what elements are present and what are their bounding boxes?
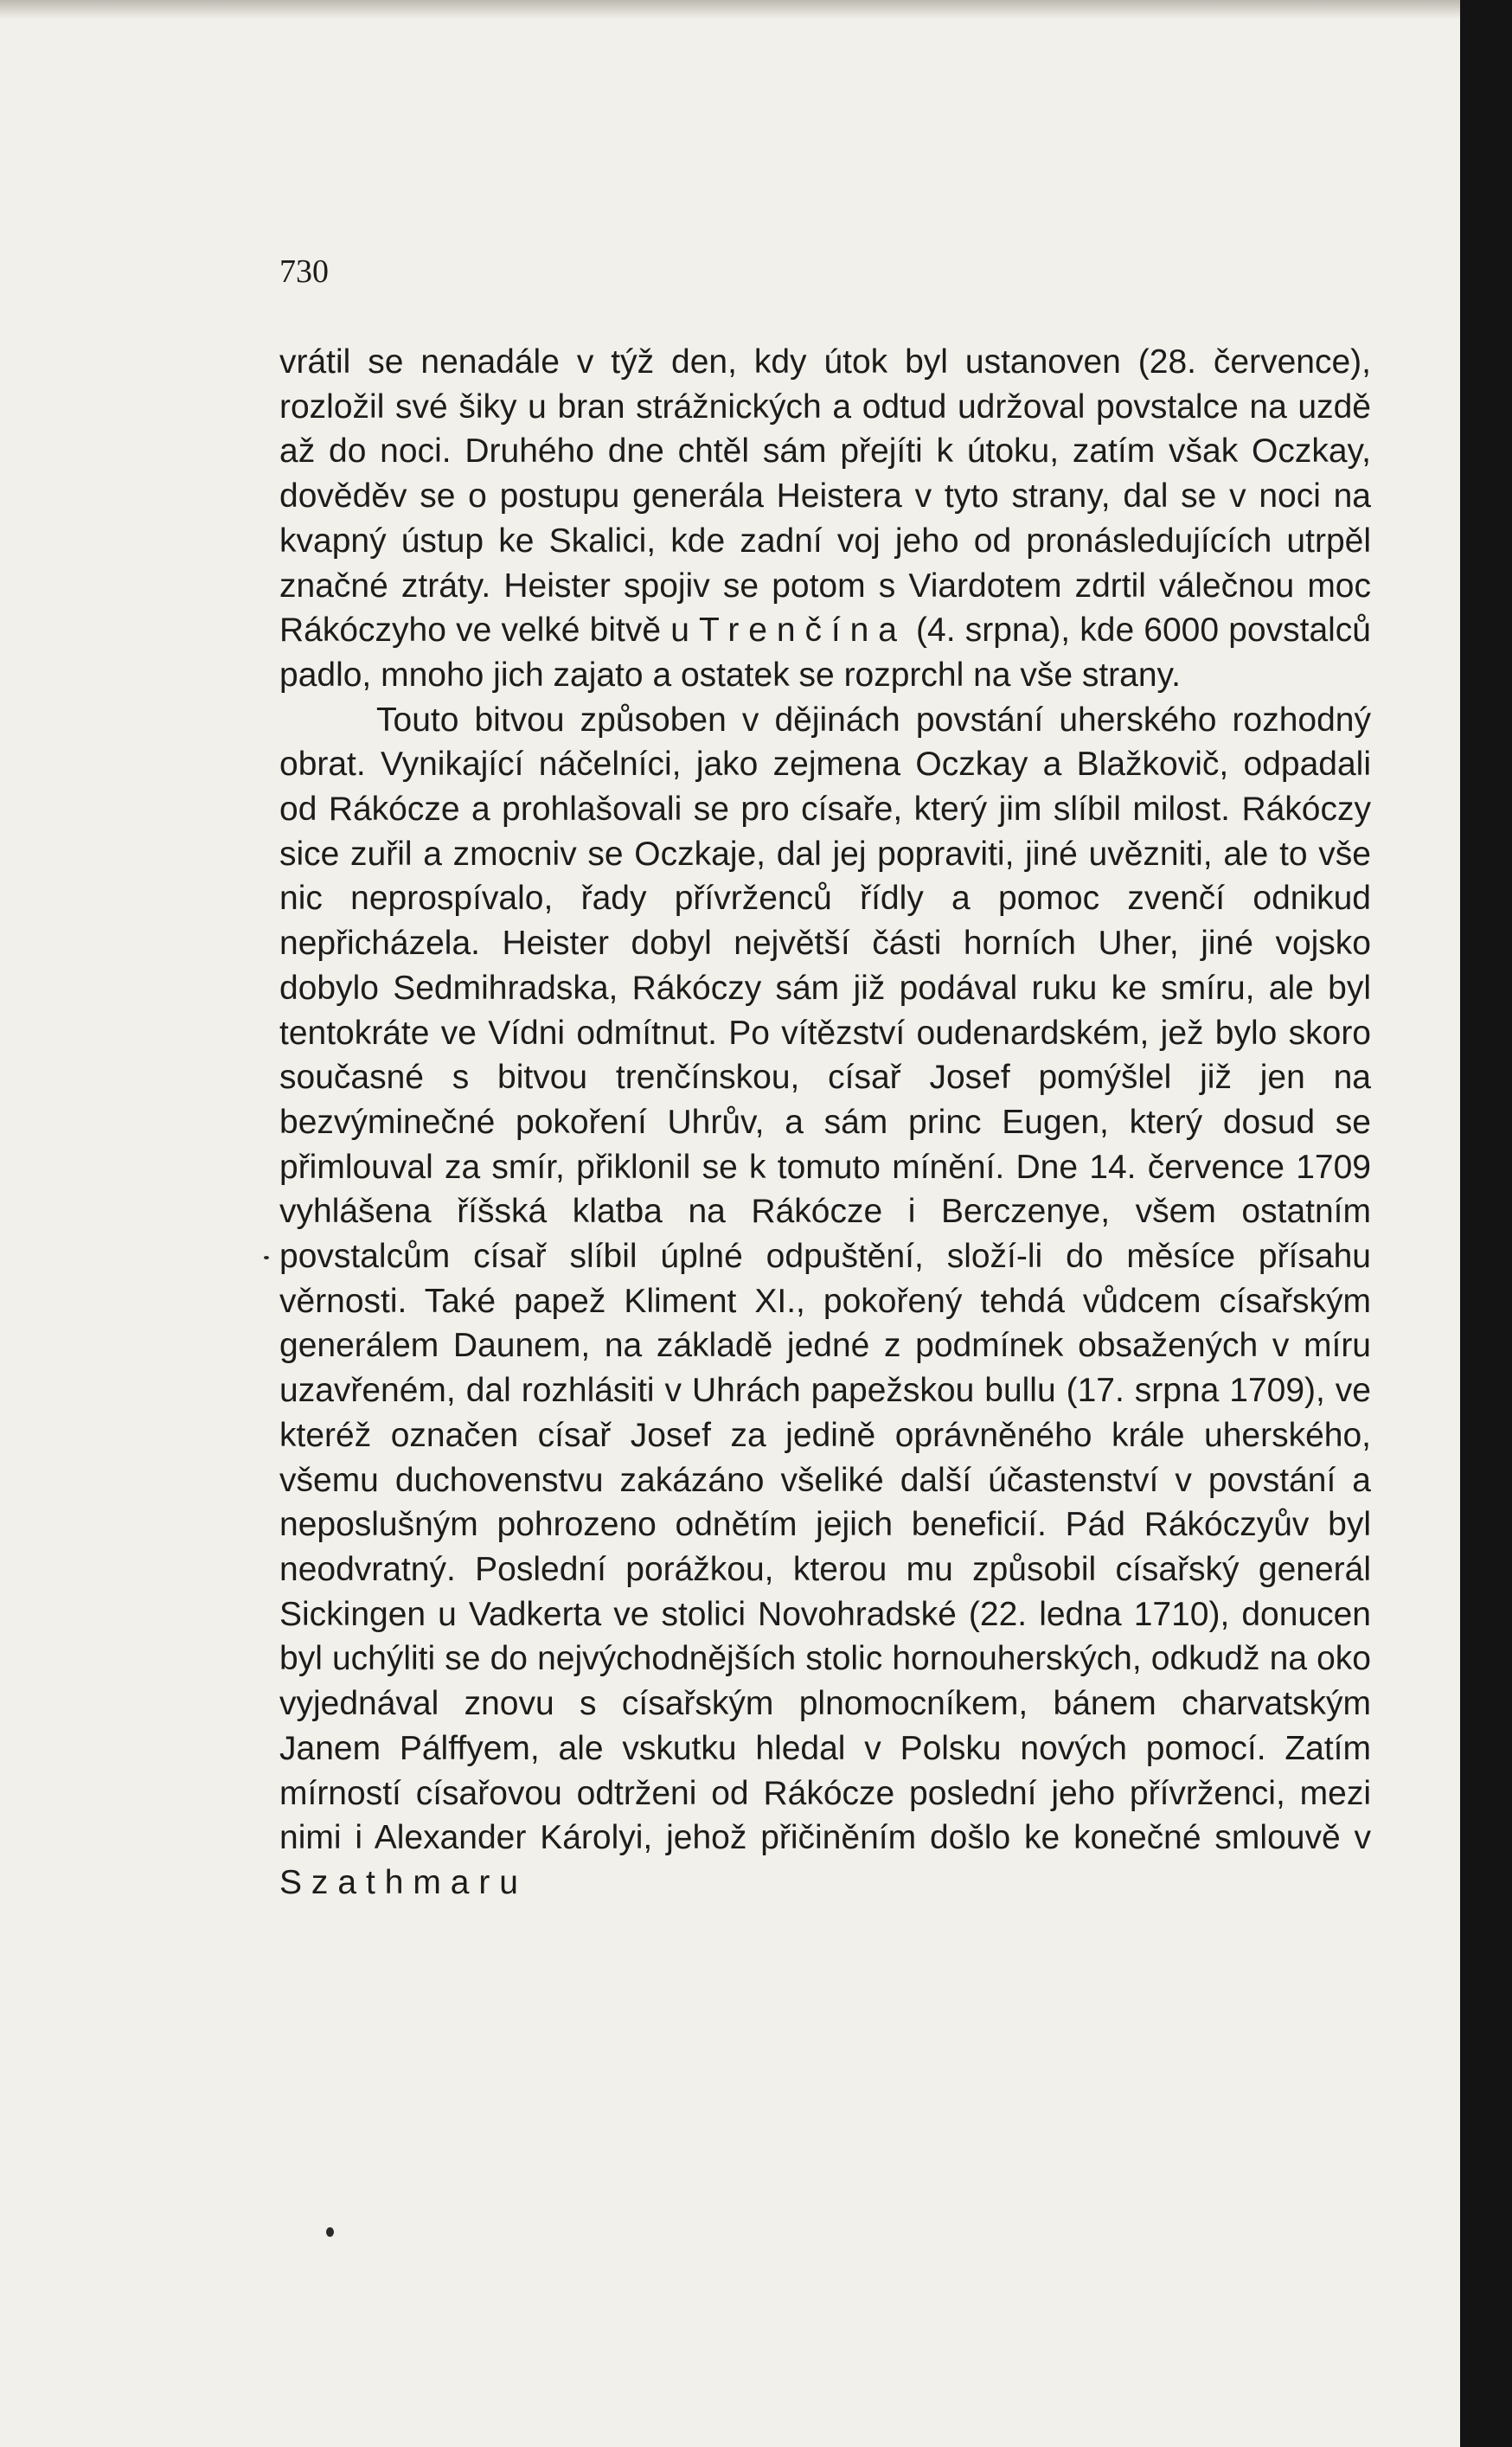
page-number: 730 — [279, 253, 329, 290]
scan-dark-edge — [1460, 0, 1512, 2447]
paragraph-2-text: Touto bitvou způsoben v dějinách povstání uherského rozhodný obrat. Vynikající náčelníci, jako zejmena Oczkay a Blažkovič, odpadali od Rákócze a prohlašovali se pro císaře, který jim slíbil milost. Rákóczy sice zuřil a zmocniv se Oczkaje, dal jej popraviti, jiné uvězniti, ale to vše nic neprospívalo, řady přívrženců řídly a pomoc zvenčí odnikud nepřicházela. Heister dobyl největší části horních Uher, jiné vojsko dobylo Sedmihradska, Rákóczy sám již podával ruku ke smíru, ale byl tentokráte ve Vídni odmítnut. Po vítězství oudenardském, jež bylo skoro současné s bitvou trenčínskou, císař Josef pomýšlel již jen na bezvýminečné pokoření Uhrův, a sám princ Eugen, který dosud se přimlouval za smír, přiklonil se k tomuto mínění. Dne 14. července 1709 vyhlášena říšská klatba na Rákócze i Berczenye, všem ostatním povstalcům císař slíbil úplné odpuštění, složí-li do měsíce přísahu věrnosti. Také papež Kliment XI., pokořený tehdá vůdcem císařským generálem Daunem, na základě jedné z podmínek obsažených v míru uzavřeném, dal rozhlásiti v Uhrách papežskou bullu (17. srpna 1709), ve kteréž označen císař Josef za jedině oprávněného krále uherského, všemu duchovenstvu zakázáno všeliké další účastenství v povstání a neposlušným pohrozeno odnětím jejich beneficií. Pád Rákóczyův byl neodvratný. Poslední porážkou, kterou mu způsobil císařský generál Sickingen u Vadkerta ve stolici Novohradské (22. ledna 1710), donucen byl uchýliti se do nejvýchodnějších stolic hornouherských, odkudž na oko vyjednával znovu s císařským plnomocníkem, bánem charvatským Janem Pálffyem, ale vskutku hledal v Polsku nových pomocí. Zatím mírností císařovou odtrženi od Rákócze poslední jeho přívrženci, mezi nimi i Alexander Károlyi, jehož přičiněním došlo ke konečné smlouvě v — [279, 701, 1371, 1857]
paragraph-1-text-b: (4. srpna), kde 6000 povstalců padlo, mnoho jich zajato a ostatek se rozprchl na vše strany. — [279, 612, 1371, 694]
page-top-shadow — [0, 0, 1460, 19]
paragraph-1 — [279, 340, 1371, 698]
place-name-trencin: Trenčína — [699, 612, 907, 650]
paragraph-2 — [279, 698, 1371, 1906]
place-name-szathmar: Szathmaru — [279, 1863, 528, 1901]
paragraph-1-text-a: vrátil se nenadále v týž den, kdy útok byl ustanoven (28. července), rozložil své šiky u bran strážnických a odtud udržoval povstalce na uzdě až do noci. Druhého dne chtěl sám přejíti k útoku, zatím však Oczkay, dověděv se o postupu generála Heistera v tyto strany, dal se v noci na kvapný ústup ke Skalici, kde zadní voj jeho od pronásledujících utrpěl značné ztráty. Heister spojiv se potom s Viardotem zdrtil válečnou moc Rákóczyho ve velké bitvě u — [279, 343, 1371, 650]
ink-speck — [264, 1256, 269, 1259]
ink-speck — [326, 2227, 334, 2237]
body-text — [279, 340, 1371, 1906]
